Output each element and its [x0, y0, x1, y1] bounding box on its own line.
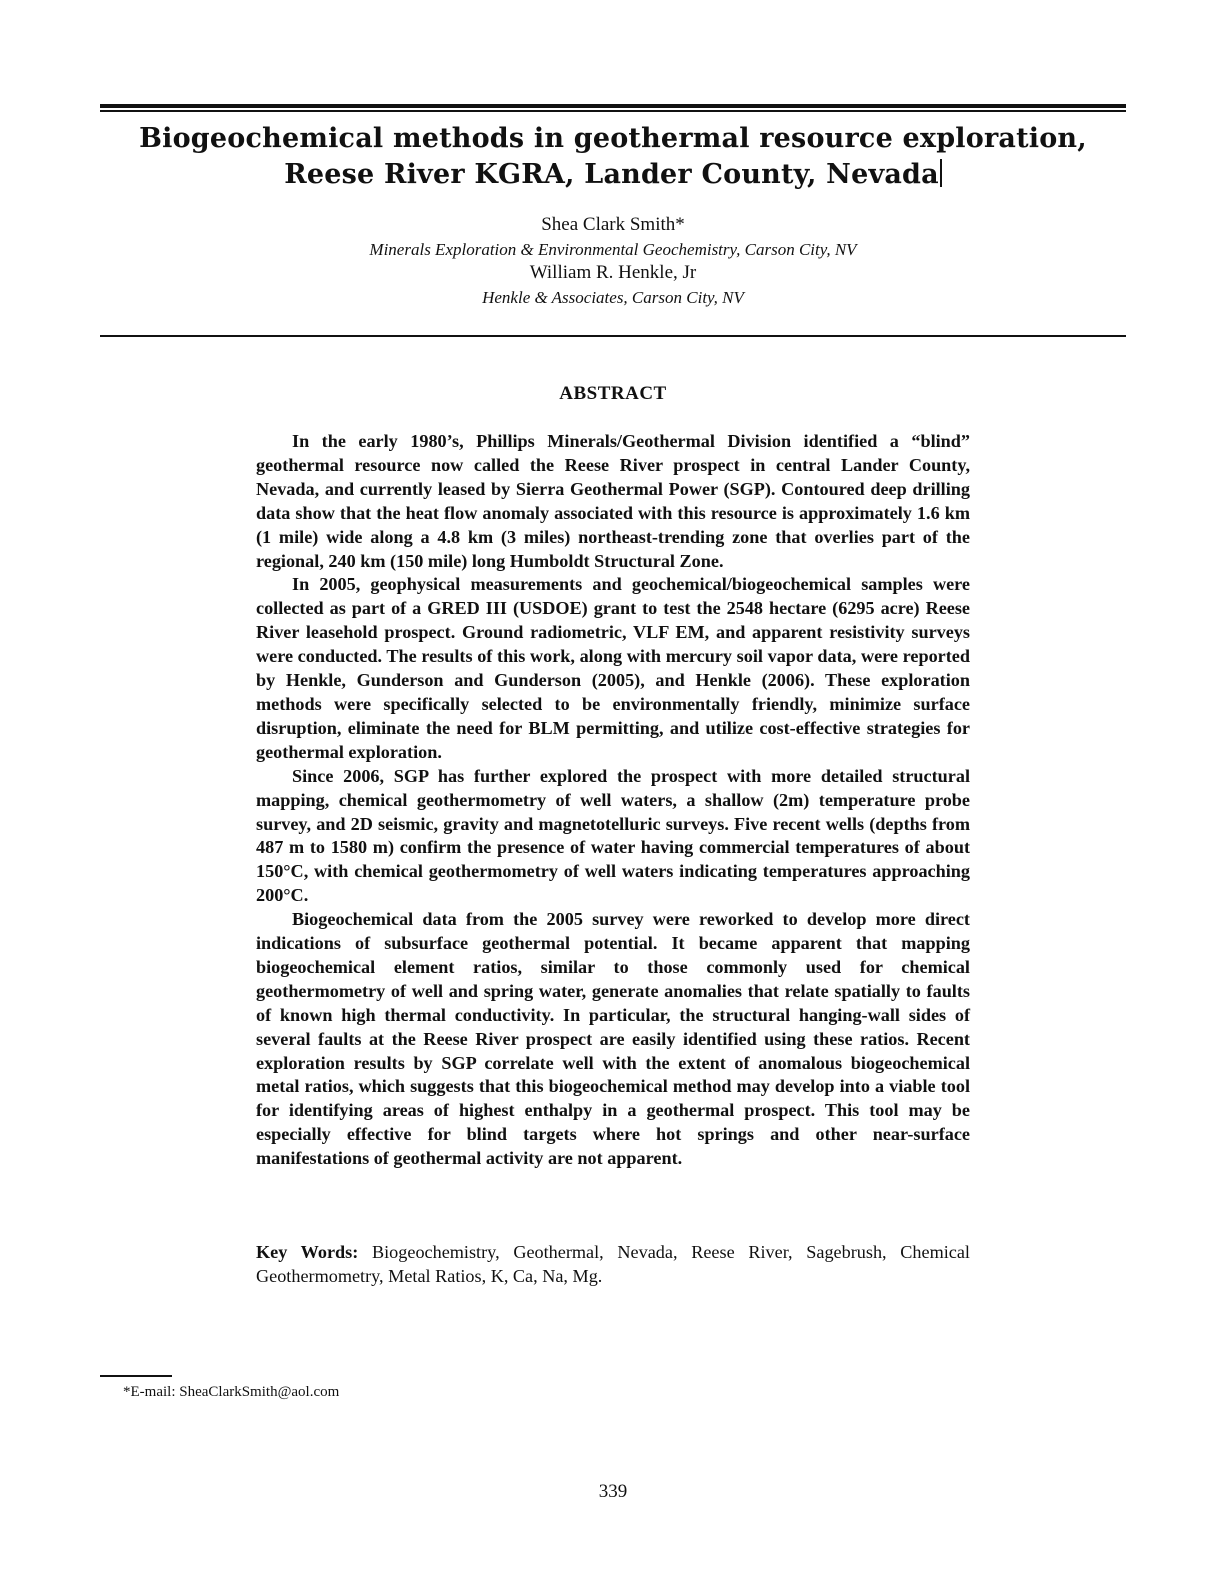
abstract-paragraph-3: Since 2006, SGP has further explored the prospect with more detailed structural mapping, chemical geothermometry of well waters, a shallow (2m) temperature probe survey, and 2D seismic, gravity and magnetotelluric surveys. Five recent wells (depths from 487 m to 1580 m) confirm the presence of water having commercial temperatures of about 150°C, with chemical geothermometry of well waters indicating temperatures approaching 200°C.	[256, 765, 970, 906]
title-line-2-text: Reese River KGRA, Lander County, Nevada	[284, 159, 939, 190]
abstract-heading: ABSTRACT	[559, 383, 667, 404]
top-rule-thin	[100, 110, 1126, 112]
top-rule-thick	[100, 104, 1126, 108]
footnote-email: *E-mail: SheaClarkSmith@aol.com	[123, 1384, 340, 1400]
abstract-paragraph-2: In 2005, geophysical measurements and geochemical/biogeochemical samples were collected as part of a GRED III (USDOE) grant to test the 2548 hectare (6295 acre) Reese River leasehold prospect. Ground radiometric, VLF EM, and apparent resistivity surveys were conducted. The results of this work, along with mercury soil vapor data, were reported by Henkle, Gunderson and Gunderson (2005), and Henkle (2006). These exploration methods were specifically selected to be environmentally friendly, minimize surface disruption, eliminate the need for BLM permitting, and utilize cost-effective strategies for geothermal exploration.	[256, 574, 970, 762]
paper-title	[100, 121, 1126, 193]
author-name-2: William R. Henkle, Jr	[529, 262, 697, 283]
keywords-label: Key Words:	[256, 1242, 359, 1262]
abstract-body	[256, 430, 970, 1171]
title-line-1: Biogeochemical methods in geothermal resource exploration,	[139, 123, 1087, 154]
author-affiliation-2: Henkle & Associates, Carson City, NV	[482, 288, 744, 307]
abstract-paragraph-4: Biogeochemical data from the 2005 survey were reworked to develop more direct indications of subsurface geothermal potential. It became apparent that mapping biogeochemical element ratios, similar to those commonly used for chemical geothermometry of well and spring water, generate anomalies that relate spatially to faults of known high thermal conductivity. In particular, the structural hanging-wall sides of several faults at the Reese River prospect are easily identified using these ratios. Recent exploration results by SGP correlate well with the extent of anomalous biogeochemical metal ratios, which suggests that this biogeochemical method may develop into a viable tool for identifying areas of highest enthalpy in a geothermal prospect. This tool may be especially effective for blind targets where hot springs and other near-surface manifestations of geothermal activity are not apparent.	[256, 909, 970, 1169]
title-line-2	[100, 157, 1126, 193]
keywords-text: Biogeochemistry, Geothermal, Nevada, Reese River, Sagebrush, Chemical Geothermometry, Metal Ratios, K, Ca, Na, Mg.	[256, 1242, 970, 1286]
text-cursor	[940, 159, 942, 187]
keywords	[256, 1240, 970, 1288]
header-divider	[100, 335, 1126, 337]
page-number: 339	[598, 1481, 628, 1502]
abstract-paragraph-1: In the early 1980’s, Phillips Minerals/Geothermal Division identified a “blind” geothermal resource now called the Reese River prospect in central Lander County, Nevada, and currently leased by Sierra Geothermal Power (SGP). Contoured deep drilling data show that the heat flow anomaly associated with this resource is approximately 1.6 km (1 mile) wide along a 4.8 km (3 miles) northeast-trending zone that overlies part of the regional, 240 km (150 mile) long Humboldt Structural Zone.	[256, 431, 970, 571]
author-affiliation-1: Minerals Exploration & Environmental Geochemistry, Carson City, NV	[369, 240, 857, 259]
author-name-1: Shea Clark Smith*	[541, 214, 685, 235]
footnote-rule	[100, 1375, 172, 1377]
